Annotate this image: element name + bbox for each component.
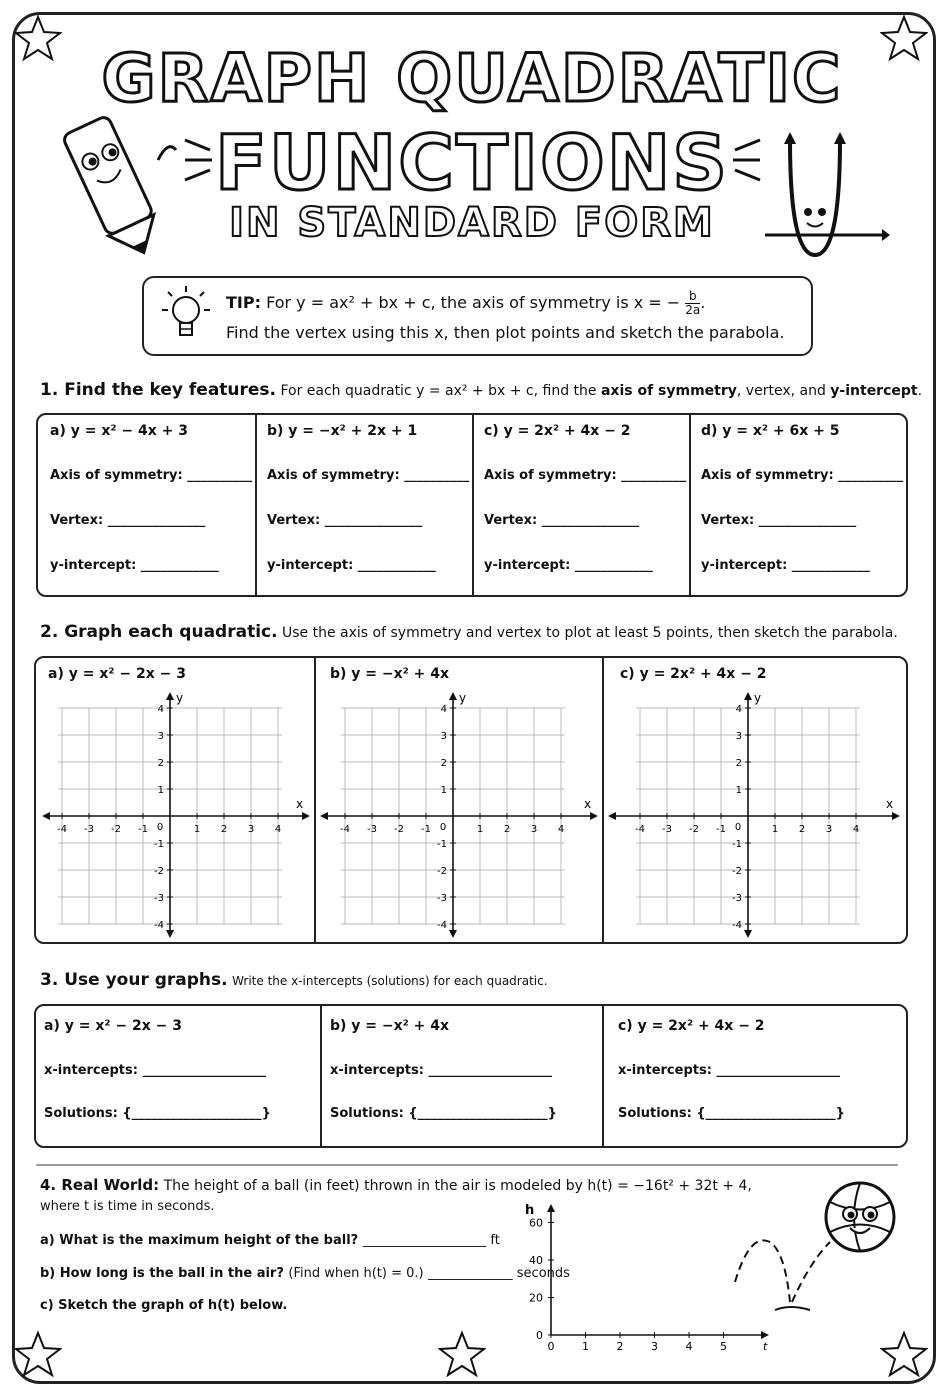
question-b-text: b) How long is the ball in the air? [40,1266,284,1281]
equation-label: c) y = 2x² + 4x − 2 [484,423,631,439]
x-tick-label: -1 [138,824,148,835]
question-c: c) Sketch the graph of h(t) below. [40,1298,288,1313]
graph-cell [36,658,316,942]
graph-equation-label: c) y = 2x² + 4x − 2 [620,666,767,682]
equation-label: b) y = −x² + 2x + 1 [267,423,418,439]
y-tick-label: 3 [157,731,164,742]
y-axis-label: y [754,691,762,705]
vertex-field[interactable]: Vertex: _______________ [50,513,206,528]
section-3-text: Write the x-intercepts (solutions) for each quadratic. [232,974,548,988]
solutions-field[interactable]: Solutions: {____________________} [44,1106,271,1121]
y-tick-label: 4 [735,704,742,715]
x-tick-label: 1 [476,824,484,835]
max-height-answer[interactable]: ___________________ ft [362,1233,500,1248]
question-b [40,1266,570,1281]
y-tick-label: -4 [154,920,164,931]
y-tick-label: -1 [154,839,164,850]
t-tick-label: 1 [582,1340,589,1353]
section-2-graphs [34,656,908,944]
y-axis-arrow [744,930,752,938]
intercepts-cell [36,1006,322,1146]
x-tick-label: -3 [662,824,672,835]
section-2-heading [40,622,898,642]
y-intercept-field[interactable]: y-intercept: ____________ [50,558,219,573]
y-axis-arrow [449,692,457,700]
section-4-text-2: where t is time in seconds. [40,1199,215,1214]
x-tick-label: -4 [635,824,645,835]
t-tick-label: 5 [720,1340,727,1353]
parabola-mascot-icon [760,130,890,260]
x-axis-label: x [886,797,894,811]
x-intercepts-field[interactable]: x-intercepts: ___________________ [618,1063,840,1078]
equation-label: a) y = x² − 4x + 3 [50,423,188,439]
section-3-grid [34,1004,908,1148]
equation-label: d) y = x² + 6x + 5 [701,423,840,439]
tip-frac-num: b [685,290,700,304]
h-tick-label: 20 [529,1291,543,1305]
graph-equation-label: a) y = x² − 2x − 3 [48,666,186,682]
intercepts-cell [320,1006,604,1146]
coordinate-grid[interactable] [314,688,602,938]
tip-line-2: Find the vertex using this x, then plot points and sketch the parabola. [226,323,785,342]
x-tick-label: -2 [689,824,699,835]
solutions-field[interactable]: Solutions: {____________________} [618,1106,845,1121]
y-axis-arrow [166,930,174,938]
vertex-field[interactable]: Vertex: _______________ [267,513,423,528]
tip-text-1-end: . [700,293,706,312]
section-4-line-1 [40,1176,752,1194]
y-intercept-field[interactable]: y-intercept: ____________ [484,558,653,573]
origin-label: 0 [156,822,164,833]
x-tick-label: 1 [193,824,201,835]
star-icon [880,1330,928,1378]
h-tick-label: 0 [536,1329,543,1342]
key-features-cell [255,415,474,595]
intercepts-equation-label: a) y = x² − 2x − 3 [44,1018,182,1034]
y-tick-label: -2 [732,866,742,877]
solutions-field[interactable]: Solutions: {____________________} [330,1106,557,1121]
x-axis-arrow [42,812,50,820]
x-tick-label: -4 [57,824,67,835]
intercepts-equation-label: b) y = −x² + 4x [330,1018,450,1034]
x-tick-label: 2 [220,824,228,835]
y-axis-arrow [744,692,752,700]
x-axis-arrow [320,812,328,820]
h-axis-label: h [525,1203,535,1218]
tip-box [142,276,813,356]
y-tick-label: 4 [157,704,164,715]
t-tick-label: 0 [547,1340,555,1353]
y-axis-arrow [166,692,174,700]
y-tick-label: -2 [154,866,164,877]
axis-of-symmetry-field[interactable]: Axis of symmetry: __________ [484,468,687,483]
vertex-field[interactable]: Vertex: _______________ [701,513,857,528]
y-tick-label: 1 [440,785,447,796]
y-tick-label: -3 [732,893,742,904]
section-4-text-1: The height of a ball (in feet) thrown in the air is modeled by h(t) = −16t² + 32t + 4, [163,1178,752,1194]
x-intercepts-field[interactable]: x-intercepts: ___________________ [330,1063,552,1078]
y-tick-label: 4 [440,704,447,715]
section-1-text-a: For each quadratic y = ax² + bx + c, find the [280,383,597,399]
star-icon [14,1330,62,1378]
key-features-cell [472,415,691,595]
tip-text-1: For y = ax² + bx + c, the axis of symmetry is x = − [266,293,681,312]
y-tick-label: -4 [732,920,742,931]
x-tick-label: 1 [771,824,779,835]
section-1-grid [36,413,908,597]
y-tick-label: 1 [735,785,742,796]
section-1-bold-b: y-intercept [830,383,918,399]
y-tick-label: -2 [437,866,447,877]
y-axis-label: y [459,691,467,705]
y-tick-label: -1 [732,839,742,850]
h-axis-arrow [547,1204,555,1212]
t-tick-label: 2 [616,1340,624,1353]
section-1-bold-a: axis of symmetry [600,383,737,399]
y-tick-label: 3 [735,731,742,742]
pencil-mascot-icon [50,100,180,260]
x-tick-label: -2 [394,824,404,835]
x-tick-label: -3 [84,824,94,835]
section-1-text-c: . [917,383,923,399]
t-axis-label: t [763,1340,768,1353]
title-line-1: GRAPH QUADRATIC [101,40,843,117]
axis-of-symmetry-field[interactable]: Axis of symmetry: __________ [701,468,904,483]
x-tick-label: 4 [274,824,282,835]
x-tick-label: 3 [825,824,833,835]
coordinate-grid[interactable] [602,688,904,938]
t-axis-arrow [761,1331,769,1339]
x-tick-label: -2 [111,824,121,835]
ball-mascot-icon [730,1172,910,1332]
axis-of-symmetry-field[interactable]: Axis of symmetry: __________ [267,468,470,483]
coordinate-grid[interactable] [36,688,314,938]
x-tick-label: -4 [340,824,350,835]
x-tick-label: -1 [716,824,726,835]
y-intercept-field[interactable]: y-intercept: ____________ [701,558,870,573]
section-2-title: 2. Graph each quadratic. [40,622,278,642]
title-line-3: IN STANDARD FORM [229,200,715,246]
sparkle-lines-icon [725,135,765,185]
graph-cell [602,658,904,942]
x-axis-arrow [892,812,900,820]
key-features-cell [689,415,904,595]
y-tick-label: -4 [437,920,447,931]
question-a [40,1233,500,1248]
h-tick-label: 40 [529,1254,543,1267]
time-in-air-answer[interactable]: _____________ seconds [428,1266,570,1281]
section-1-text-b: , vertex, and [736,383,826,399]
x-intercepts-field[interactable]: x-intercepts: ___________________ [44,1063,266,1078]
x-tick-label: 2 [798,824,806,835]
question-a-text: a) What is the maximum height of the ball? [40,1233,359,1248]
tip-label: TIP: [226,293,261,312]
t-tick-label: 4 [685,1340,693,1353]
origin-label: 0 [734,822,742,833]
vertex-field[interactable]: Vertex: _______________ [484,513,640,528]
section-2-text: Use the axis of symmetry and vertex to plot at least 5 points, then sketch the parabola. [282,625,898,641]
t-tick-label: 3 [651,1340,658,1353]
star-icon [438,1330,486,1378]
graph-equation-label: b) y = −x² + 4x [330,666,450,682]
y-tick-label: -3 [154,893,164,904]
intercepts-cell [602,1006,904,1146]
y-tick-label: -3 [437,893,447,904]
y-tick-label: 2 [157,758,164,769]
tip-line-1 [226,290,705,317]
y-axis-label: y [176,691,184,705]
section-4-divider [36,1164,898,1166]
title-line-2: FUNCTIONS [214,118,730,207]
section-1-heading [40,380,922,400]
tip-fraction [685,290,700,317]
section-3-title: 3. Use your graphs. [40,970,228,990]
y-axis-arrow [449,930,457,938]
x-tick-label: 4 [557,824,565,835]
y-tick-label: -1 [437,839,447,850]
section-4-title: 4. Real World: [40,1176,160,1194]
x-tick-label: 2 [503,824,511,835]
lightbulb-icon [158,284,214,348]
key-features-cell [38,415,257,595]
y-tick-label: 1 [157,785,164,796]
y-tick-label: 3 [440,731,447,742]
tip-frac-den: 2a [685,303,701,317]
section-3-heading [40,970,548,990]
x-tick-label: 3 [247,824,255,835]
y-tick-label: 2 [440,758,447,769]
x-axis-arrow [302,812,310,820]
sparkle-lines-icon [180,135,220,185]
x-axis-label: x [584,797,592,811]
question-b-note: (Find when h(t) = 0.) [288,1266,424,1281]
graph-cell [314,658,604,942]
section-1-title: 1. Find the key features. [40,380,277,400]
y-tick-label: 2 [735,758,742,769]
intercepts-equation-label: c) y = 2x² + 4x − 2 [618,1018,765,1034]
x-tick-label: 4 [852,824,860,835]
h-tick-label: 60 [529,1216,543,1230]
x-tick-label: 3 [530,824,538,835]
x-axis-arrow [590,812,598,820]
x-tick-label: -1 [421,824,431,835]
axis-of-symmetry-field[interactable]: Axis of symmetry: __________ [50,468,253,483]
y-intercept-field[interactable]: y-intercept: ____________ [267,558,436,573]
x-axis-arrow [608,812,616,820]
x-tick-label: -3 [367,824,377,835]
x-axis-label: x [296,797,304,811]
origin-label: 0 [439,822,447,833]
